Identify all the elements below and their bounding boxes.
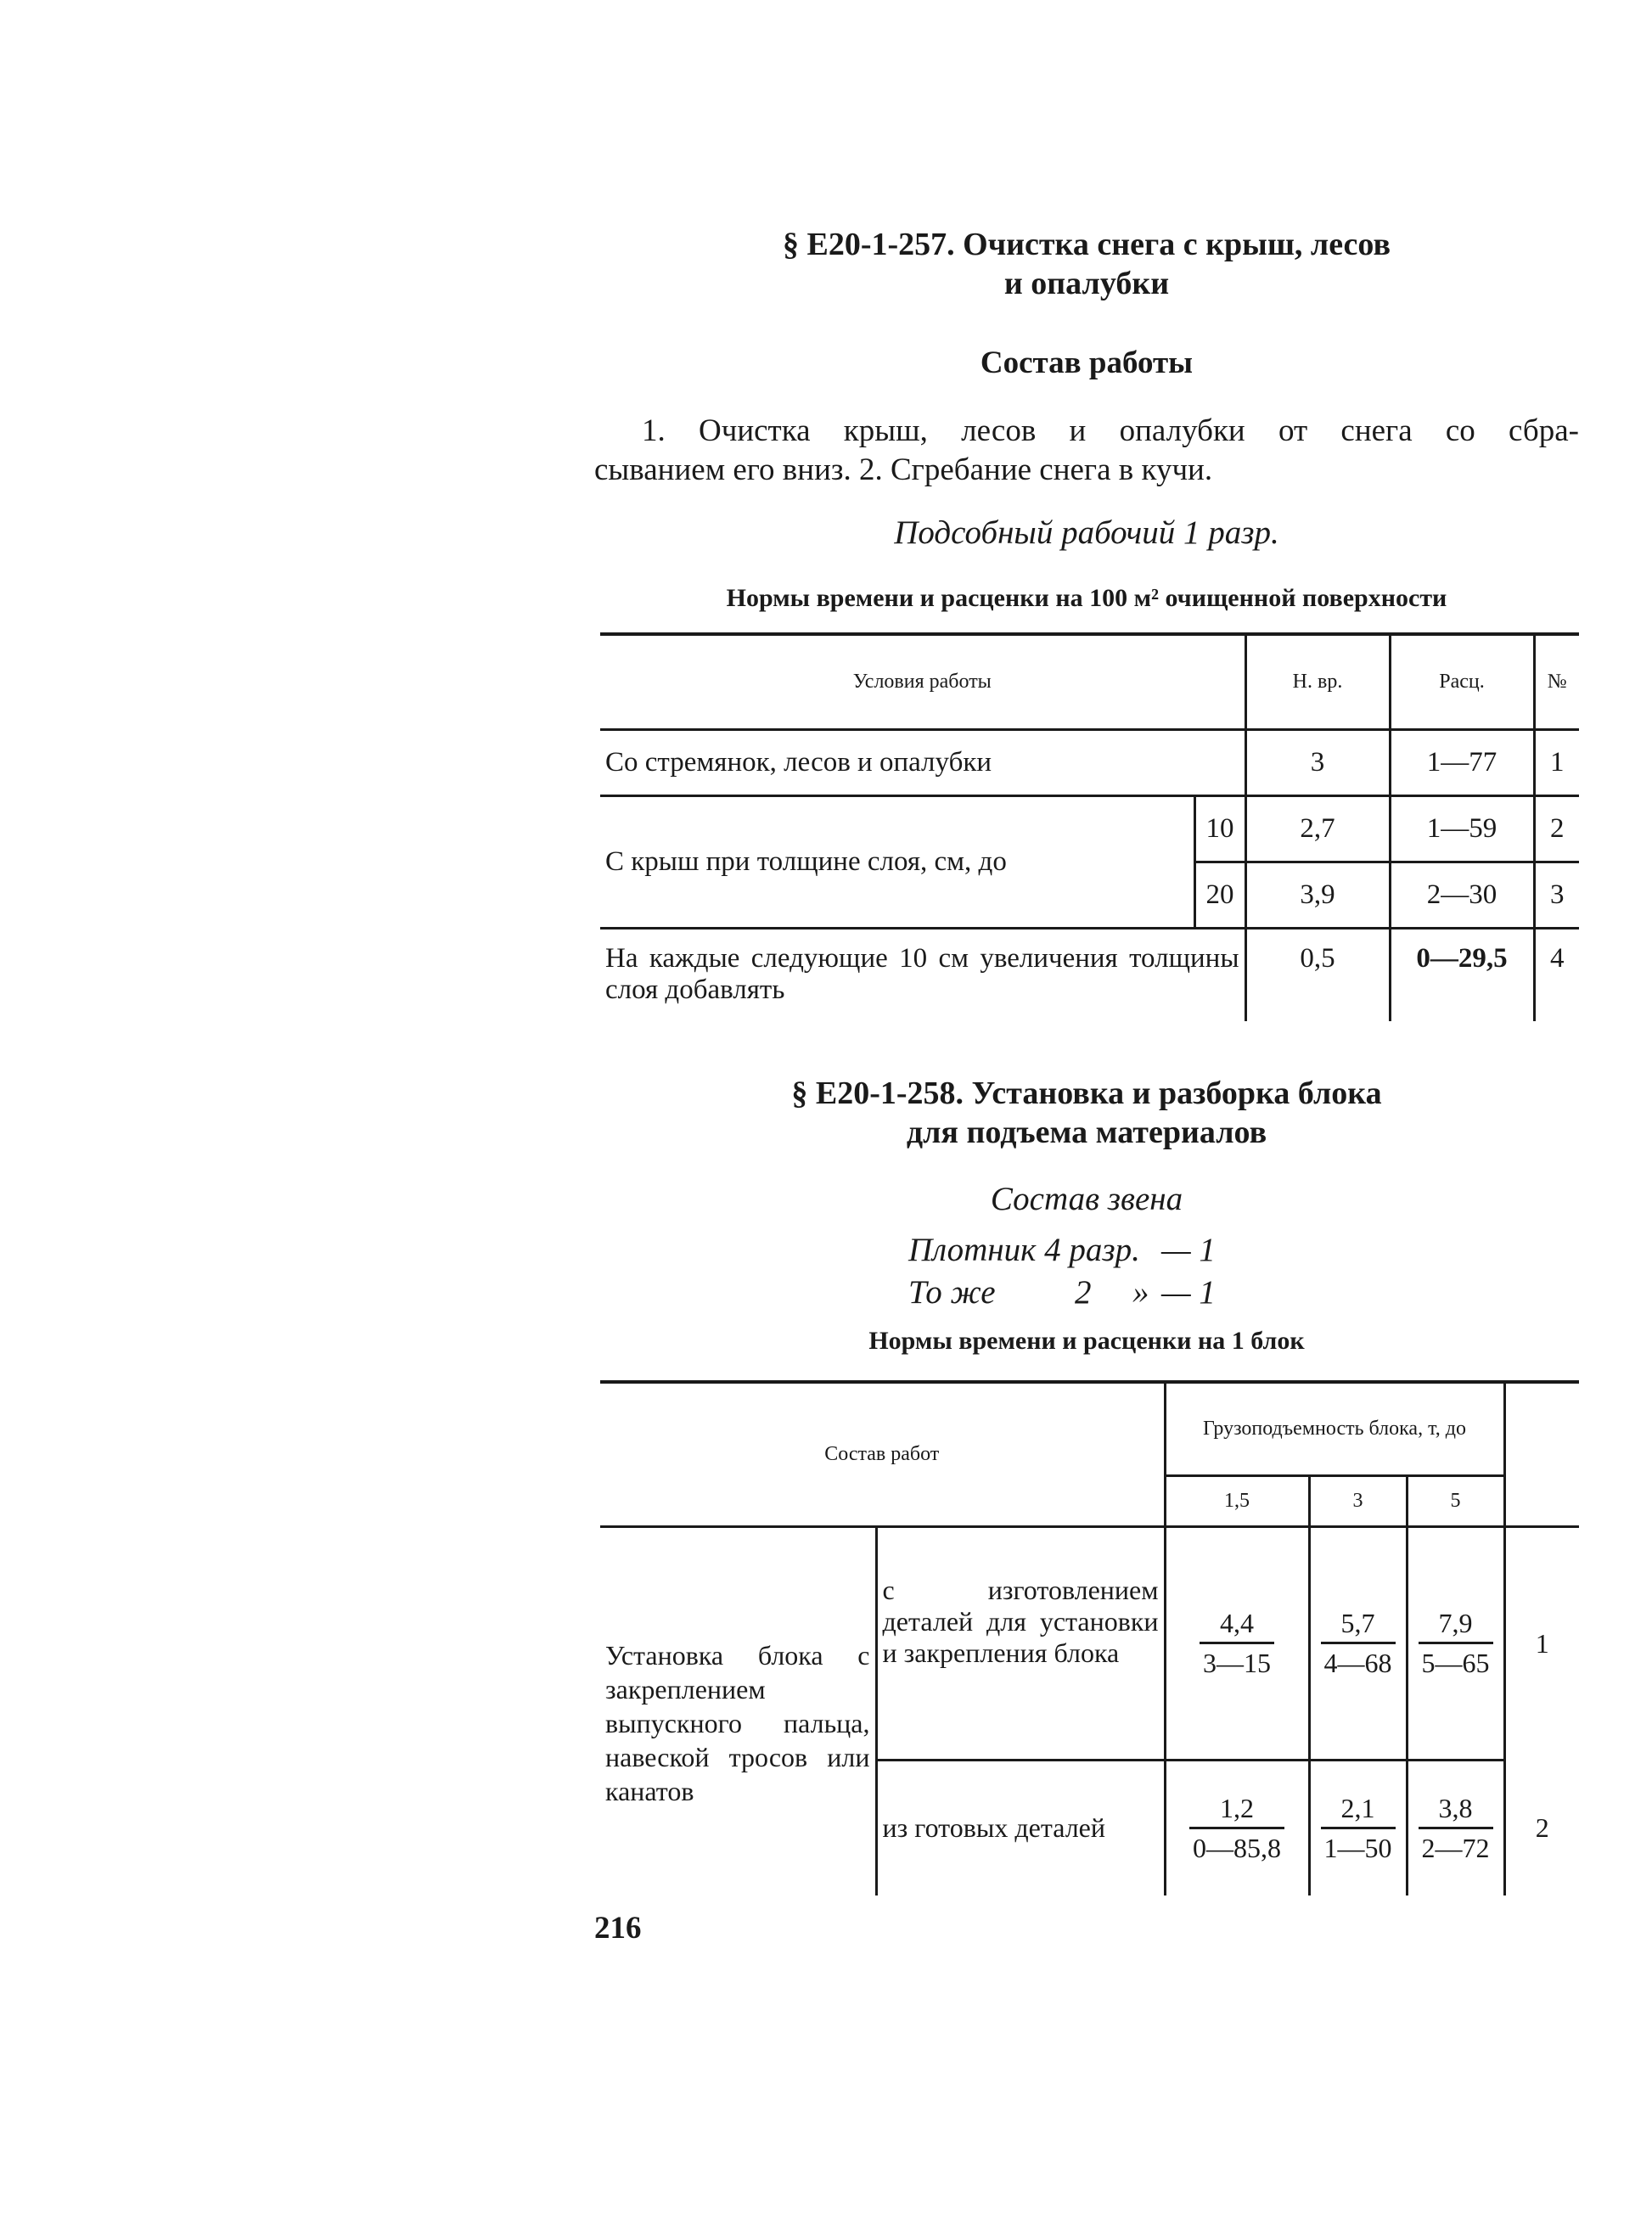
heading-line: § Е20-1-257. Очистка снега с крыш, лесов [782,227,1391,262]
header-number-empty [1504,1382,1579,1526]
heading-line: для подъема материалов [906,1115,1267,1150]
header-capacity: Грузоподъемность блока, т, до [1165,1382,1504,1475]
norm-cell: 0,5 [1245,928,1390,1021]
header-norm: Н. вр. [1245,634,1390,729]
header-conditions: Условия работы [600,634,1245,729]
table1-caption: Нормы времени и расценки на 100 м² очищенной поверхности [726,584,1447,612]
crew-name: То же [908,1274,996,1311]
rate-value: 5—65 [1421,1648,1490,1678]
work-description [594,412,1579,490]
rate-cell: 0—29,5 [1390,928,1534,1021]
rate-value: 1—50 [1323,1833,1392,1864]
rate-value: 3—15 [1203,1648,1271,1678]
norm-value: 7,9 [1419,1604,1493,1644]
table-row [600,1526,1579,1760]
norm-rate-fraction [1419,1604,1493,1682]
main-work-label: Установка блока с закреплением выпускного пальца, навеской тросов или канатов [600,1526,876,1895]
norms-table-snow [600,632,1579,1021]
norm-value: 4,4 [1200,1604,1274,1644]
value-cell [1309,1760,1407,1895]
norm-rate-fraction [1200,1604,1274,1682]
norm-rate-fraction [1419,1789,1493,1867]
crew-count: — 1 [1161,1232,1216,1268]
work-description-line: 1. Очистка крыш, лесов и опалубки от снега со сбра- [642,413,1579,448]
num-cell: 4 [1550,942,1565,974]
crew-grade: 2 [1075,1274,1092,1311]
section-heading-e20-1-258 [594,1074,1579,1152]
rate-cell: 1—59 [1390,795,1534,862]
header-number: № [1534,634,1579,729]
capacity-3: 3 [1309,1475,1407,1526]
sub-work-label: из готовых деталей [876,1760,1165,1895]
norm-rate-fraction [1189,1789,1284,1867]
crew-count: — 1 [1161,1274,1216,1311]
header-work: Состав работ [600,1382,1165,1526]
table-row [600,795,1579,862]
norm-rate-fraction [1321,1604,1396,1682]
crew-title: Состав звена [990,1181,1183,1217]
value-cell [1165,1526,1309,1760]
norm-value: 2,1 [1321,1789,1396,1829]
rate-value: 0—85,8 [1193,1833,1281,1864]
norm-cell: 3 [1245,729,1390,795]
row-label: На каждые следующие 10 см увеличения толщины слоя добавлять [600,928,1245,1021]
norm-cell: 2,7 [1245,795,1390,862]
norm-value: 5,7 [1321,1604,1396,1644]
table-header-row [600,1382,1579,1475]
rate-value: 4—68 [1323,1648,1392,1678]
num-cell: 3 [1534,862,1579,928]
norm-value: 3,8 [1419,1789,1493,1829]
value-cell [1407,1760,1504,1895]
table-row [600,928,1579,1021]
rate-cell: 2—30 [1390,862,1534,928]
value-cell [1407,1526,1504,1760]
rate-value: 2—72 [1421,1833,1490,1864]
depth-cell: 10 [1194,795,1245,862]
worker-grade: Подсобный рабочий 1 разр. [894,514,1279,551]
capacity-1-5: 1,5 [1165,1475,1309,1526]
work-composition-title: Состав работы [980,345,1194,380]
work-description-line: сыванием его вниз. 2. Сгребание снега в кучи. [594,452,1213,487]
value-cell [1165,1760,1309,1895]
table-header-row [600,634,1579,729]
capacity-5: 5 [1407,1475,1504,1526]
row-label: Со стремянок, лесов и опалубки [600,729,1245,795]
table-row [600,729,1579,795]
num-cell: 1 [1535,1627,1549,1659]
crew-same-mark: » [1132,1274,1149,1311]
num-cell: 2 [1534,795,1579,862]
section-heading-e20-1-257 [594,225,1579,303]
num-cell: 2 [1535,1811,1549,1843]
heading-line: и опалубки [1003,266,1170,301]
value-cell [1309,1526,1407,1760]
norm-value: 1,2 [1189,1789,1284,1829]
norms-table-block [600,1380,1579,1895]
depth-cell: 20 [1194,862,1245,928]
rate-cell: 1—77 [1390,729,1534,795]
page-number: 216 [594,1911,642,1946]
num-cell: 1 [1534,729,1579,795]
sub-work-label: с изготовлением деталей для установки и закрепления блока [876,1526,1165,1760]
row-label: С крыш при толщине слоя, см, до [600,795,1194,928]
heading-line: § Е20-1-258. Установка и разборка блока [791,1075,1382,1111]
norm-rate-fraction [1321,1789,1396,1867]
header-rate: Расц. [1390,634,1534,729]
norm-cell: 3,9 [1245,862,1390,928]
table2-caption: Нормы времени и расценки на 1 блок [868,1327,1305,1355]
crew-name: Плотник 4 разр. [908,1232,1140,1268]
